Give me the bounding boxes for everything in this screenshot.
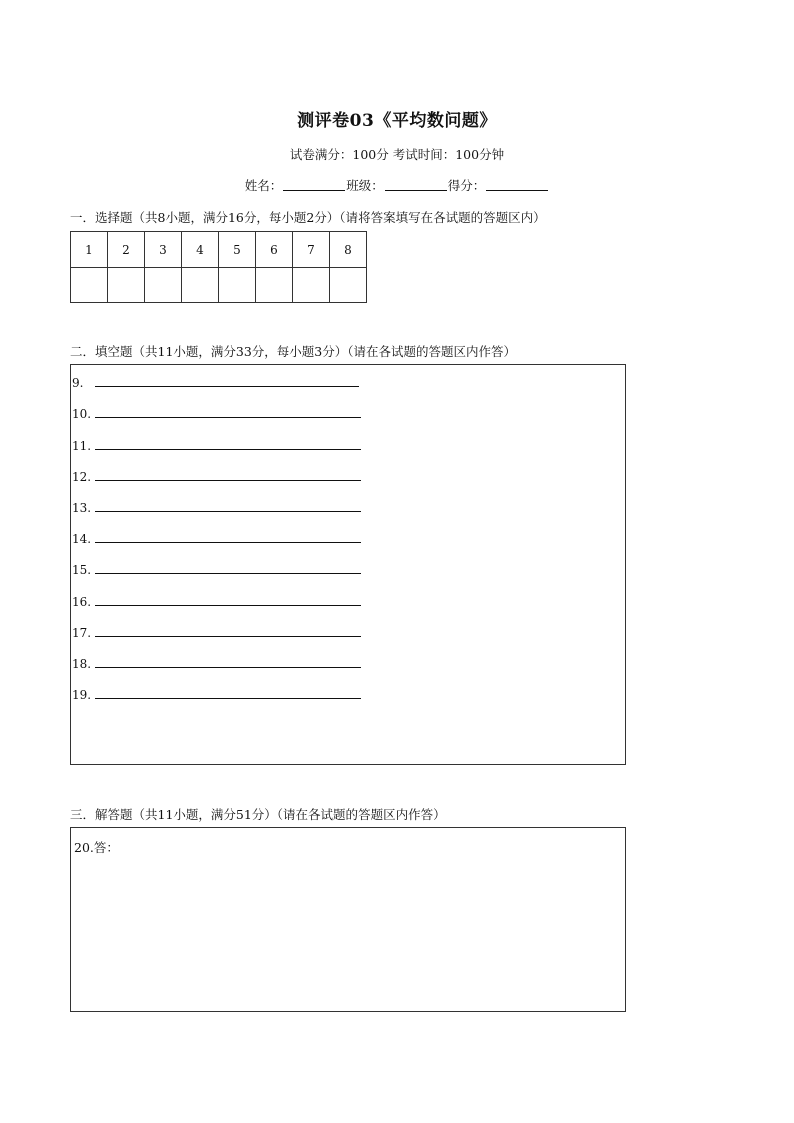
- fill-item: [72, 591, 361, 609]
- fill-item: [72, 653, 361, 671]
- fill-answer-line[interactable]: [95, 479, 361, 481]
- fill-answer-line[interactable]: [95, 448, 361, 450]
- question-number-cell: 7: [293, 232, 330, 268]
- answer-cell[interactable]: [256, 268, 293, 303]
- question-number-cell: 1: [71, 232, 108, 268]
- question-number-cell: 8: [330, 232, 367, 268]
- fill-answer-line[interactable]: [95, 510, 361, 512]
- question-number-cell: 3: [145, 232, 182, 268]
- answer-cell[interactable]: [293, 268, 330, 303]
- fill-item: [72, 622, 361, 640]
- grid-header-row: [71, 232, 367, 268]
- section-2-heading: 二．填空题（共11小题，满分33分，每小题3分）（请在各试题的答题区内作答）: [70, 344, 517, 359]
- question-number-cell: 6: [256, 232, 293, 268]
- fill-answer-line[interactable]: [95, 666, 361, 668]
- fill-item-number: 19.: [72, 688, 92, 702]
- fill-item-number: 16.: [72, 595, 92, 609]
- answer-20-label: 20.答：: [74, 840, 119, 855]
- fill-answer-line[interactable]: [95, 635, 361, 637]
- name-blank[interactable]: [283, 178, 345, 191]
- fill-item-number: 11.: [72, 439, 92, 453]
- fill-answer-line[interactable]: [95, 385, 359, 387]
- section-3-heading: 三．解答题（共11小题，满分51分）（请在各试题的答题区内作答）: [70, 807, 446, 822]
- fill-item: [72, 466, 361, 484]
- question-number-cell: 4: [182, 232, 219, 268]
- fill-item: [72, 403, 361, 421]
- answer-cell[interactable]: [330, 268, 367, 303]
- fill-item: [72, 684, 361, 702]
- fill-item: [72, 528, 361, 546]
- fill-item-number: 9.: [72, 376, 84, 390]
- choice-answer-grid: [70, 231, 367, 303]
- section-1-heading: 一．选择题（共8小题，满分16分，每小题2分）（请将答案填写在各试题的答题区内）: [70, 210, 546, 225]
- score-blank[interactable]: [486, 178, 548, 191]
- answer-cell[interactable]: [71, 268, 108, 303]
- class-label: 班级：: [346, 178, 384, 193]
- fill-answer-line[interactable]: [95, 541, 361, 543]
- answer-cell[interactable]: [182, 268, 219, 303]
- fill-answer-line[interactable]: [95, 604, 361, 606]
- page-title: 测评卷03《平均数问题》: [297, 111, 497, 131]
- fill-item-number: 17.: [72, 626, 92, 640]
- exam-info: 试卷满分：100分 考试时间：100分钟: [289, 147, 505, 162]
- answer-cell[interactable]: [219, 268, 256, 303]
- fill-item: [72, 372, 359, 390]
- question-number-cell: 5: [219, 232, 256, 268]
- student-info-line: [0, 176, 794, 194]
- fill-item-number: 13.: [72, 501, 92, 515]
- name-label: 姓名：: [244, 178, 283, 193]
- fill-item-number: 18.: [72, 657, 92, 671]
- score-label: 得分：: [447, 178, 486, 193]
- grid-answer-row: [71, 268, 367, 303]
- fill-answer-line[interactable]: [95, 697, 361, 699]
- fill-answer-line[interactable]: [95, 416, 361, 418]
- fill-answer-line[interactable]: [95, 572, 361, 574]
- answer-cell[interactable]: [108, 268, 145, 303]
- solution-answer-box[interactable]: [70, 827, 626, 1012]
- fill-item-number: 10.: [72, 407, 92, 421]
- answer-cell[interactable]: [145, 268, 182, 303]
- fill-item-number: 14.: [72, 532, 92, 546]
- fill-item: [72, 497, 361, 515]
- fill-item-number: 15.: [72, 563, 92, 577]
- class-blank[interactable]: [385, 178, 447, 191]
- fill-item: [72, 435, 361, 453]
- fill-item: [72, 559, 361, 577]
- fill-item-number: 12.: [72, 470, 92, 484]
- question-number-cell: 2: [108, 232, 145, 268]
